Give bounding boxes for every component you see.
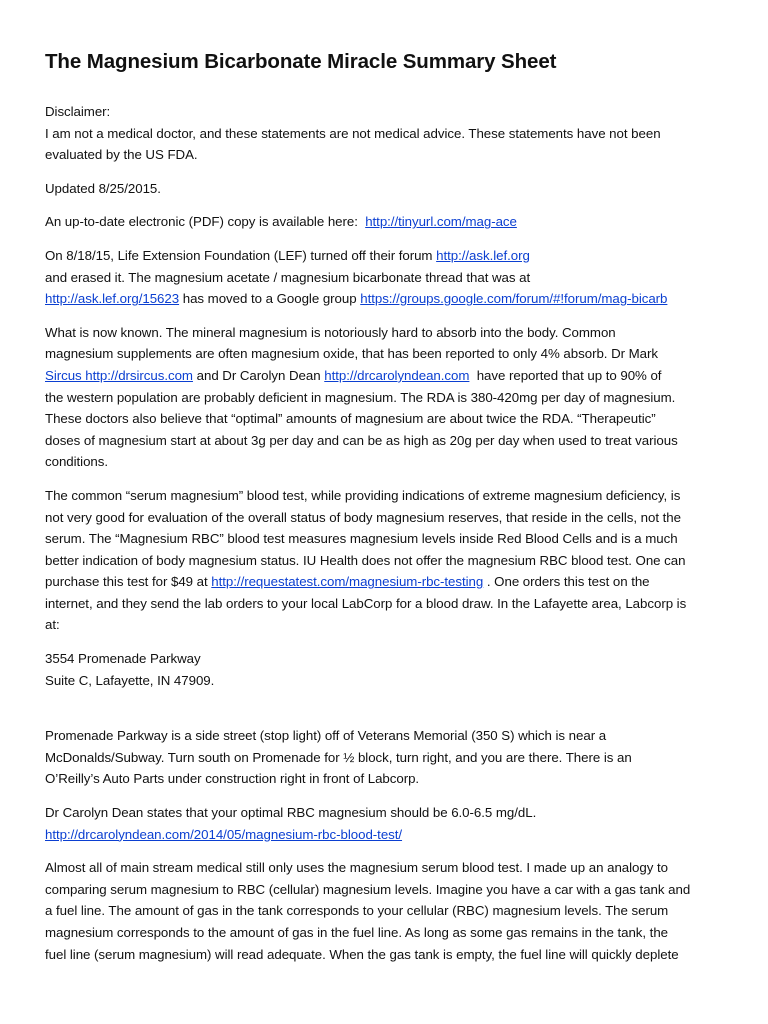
directions-line-2: McDonalds/Subway. Turn south on Promenade for ½ block, turn right, and you are there. There is an xyxy=(45,749,632,765)
disclaimer-paragraph xyxy=(45,101,728,166)
dean-paragraph xyxy=(45,802,728,845)
pdf-link[interactable]: http://tinyurl.com/mag-ace xyxy=(365,214,517,230)
forum-line-2: and erased it. The magnesium acetate / magnesium bicarbonate thread that was at xyxy=(45,269,531,285)
known-paragraph xyxy=(45,322,728,473)
pdf-paragraph xyxy=(45,211,728,233)
forum-text-3: has moved to a Google group xyxy=(182,291,357,307)
serum-line-6: internet, and they send the lab orders to your local LabCorp for a blood draw. In the Lafayette area, Labcorp is xyxy=(45,595,687,611)
analogy-line-3: a fuel line. The amount of gas in the tank corresponds to your cellular (RBC) magnesium levels. The serum xyxy=(45,903,669,919)
serum-line-4: better indication of body magnesium status. IU Health does not offer the magnesium RBC blood test. One can xyxy=(45,552,686,568)
serum-line-7: at: xyxy=(45,617,60,633)
updated-date: Updated 8/25/2015. xyxy=(45,180,161,196)
lef-thread-link[interactable]: http://ask.lef.org/15623 xyxy=(45,291,180,307)
serum-line-1: The common “serum magnesium” blood test, while providing indications of extreme magnesium deficiency, is xyxy=(45,487,681,503)
known-line-3 xyxy=(45,365,728,387)
directions-paragraph xyxy=(45,725,728,790)
requestatest-link[interactable]: http://requestatest.com/magnesium-rbc-testing xyxy=(211,574,484,590)
known-line-6: doses of magnesium start at about 3g per day and can be as high as 20g per day when used to treat various xyxy=(45,432,678,448)
drsircus-link[interactable]: Sircus http://drsircus.com xyxy=(45,367,193,383)
drcarolyndean-link[interactable]: http://drcarolyndean.com xyxy=(324,367,470,383)
spacer xyxy=(45,703,728,725)
analogy-line-4: magnesium corresponds to the amount of gas in the fuel line. As long as some gas remains in the tank, the xyxy=(45,925,669,940)
serum-line-3: serum. The “Magnesium RBC” blood test measures magnesium levels inside Red Blood Cells and is a much xyxy=(45,531,678,547)
known-line-5: These doctors also believe that “optimal” amounts of magnesium are about twice the RDA. “Therapeutic” xyxy=(45,411,656,427)
disclaimer-line-1: I am not a medical doctor, and these statements are not medical advice. These statements have not been xyxy=(45,125,661,141)
dean-line-1: Dr Carolyn Dean states that your optimal RBC magnesium should be 6.0-6.5 mg/dL. xyxy=(45,805,537,821)
known-line-2: magnesium supplements are often magnesium oxide, that has been reported to only 4% absorb. Dr Mark xyxy=(45,346,658,362)
forum-line-1 xyxy=(45,245,728,267)
forum-line-3 xyxy=(45,288,728,310)
address-line-2: Suite C, Lafayette, IN 47909. xyxy=(45,672,215,688)
known-line-1: What is now known. The mineral magnesium is notoriously hard to absorb into the body. Common xyxy=(45,324,616,340)
disclaimer-label: Disclaimer: xyxy=(45,104,111,119)
pdf-line xyxy=(45,211,728,233)
analogy-line-2: comparing serum magnesium to RBC (cellular) magnesium levels. Imagine you have a car with a gas tank and xyxy=(45,881,691,897)
serum-text-5a: purchase this test for $49 at xyxy=(45,574,208,590)
known-text-3a: and Dr Carolyn Dean xyxy=(196,367,321,383)
known-line-7: conditions. xyxy=(45,454,109,470)
disclaimer-line-2: evaluated by the US FDA. xyxy=(45,147,198,163)
updated-paragraph xyxy=(45,178,728,200)
page-title: The Magnesium Bicarbonate Miracle Summary Sheet xyxy=(45,50,557,73)
address-paragraph xyxy=(45,648,728,691)
lef-forum-link[interactable]: http://ask.lef.org xyxy=(436,247,530,263)
directions-line-3: O’Reilly’s Auto Parts under construction right in front of Labcorp. xyxy=(45,771,420,787)
forum-text-1: On 8/18/15, Life Extension Foundation (LEF) turned off their forum xyxy=(45,247,433,263)
google-group-link[interactable]: https://groups.google.com/forum/#!forum/mag-bicarb xyxy=(360,291,668,307)
directions-line-1: Promenade Parkway is a side street (stop light) off of Veterans Memorial (350 S) which is near a xyxy=(45,728,607,744)
pdf-text: An up-to-date electronic (PDF) copy is available here: xyxy=(45,214,358,230)
known-line-4: the western population are probably deficient in magnesium. The RDA is 380-420mg per day of magnesium. xyxy=(45,389,676,405)
serum-line-5 xyxy=(45,571,728,593)
address-line-1: 3554 Promenade Parkway xyxy=(45,651,201,667)
dean-rbc-article-link[interactable]: http://drcarolyndean.com/2014/05/magnesium-rbc-blood-test/ xyxy=(45,826,403,842)
dean-line-2 xyxy=(45,824,728,846)
analogy-paragraph xyxy=(45,857,728,965)
serum-line-2: not very good for evaluation of the overall status of body magnesium reserves, that reside in the cells, not the xyxy=(45,509,681,525)
analogy-line-5: fuel line (serum magnesium) will read adequate. When the gas tank is empty, the fuel line will quickly deplete xyxy=(45,946,679,962)
serum-text-5b: . One orders this test on the xyxy=(486,574,650,590)
serum-paragraph xyxy=(45,485,728,636)
analogy-line-1: Almost all of main stream medical still only uses the magnesium serum blood test. I made up an analogy to xyxy=(45,860,668,876)
forum-paragraph xyxy=(45,245,728,310)
known-text-3b: have reported that up to 90% of xyxy=(476,367,662,383)
